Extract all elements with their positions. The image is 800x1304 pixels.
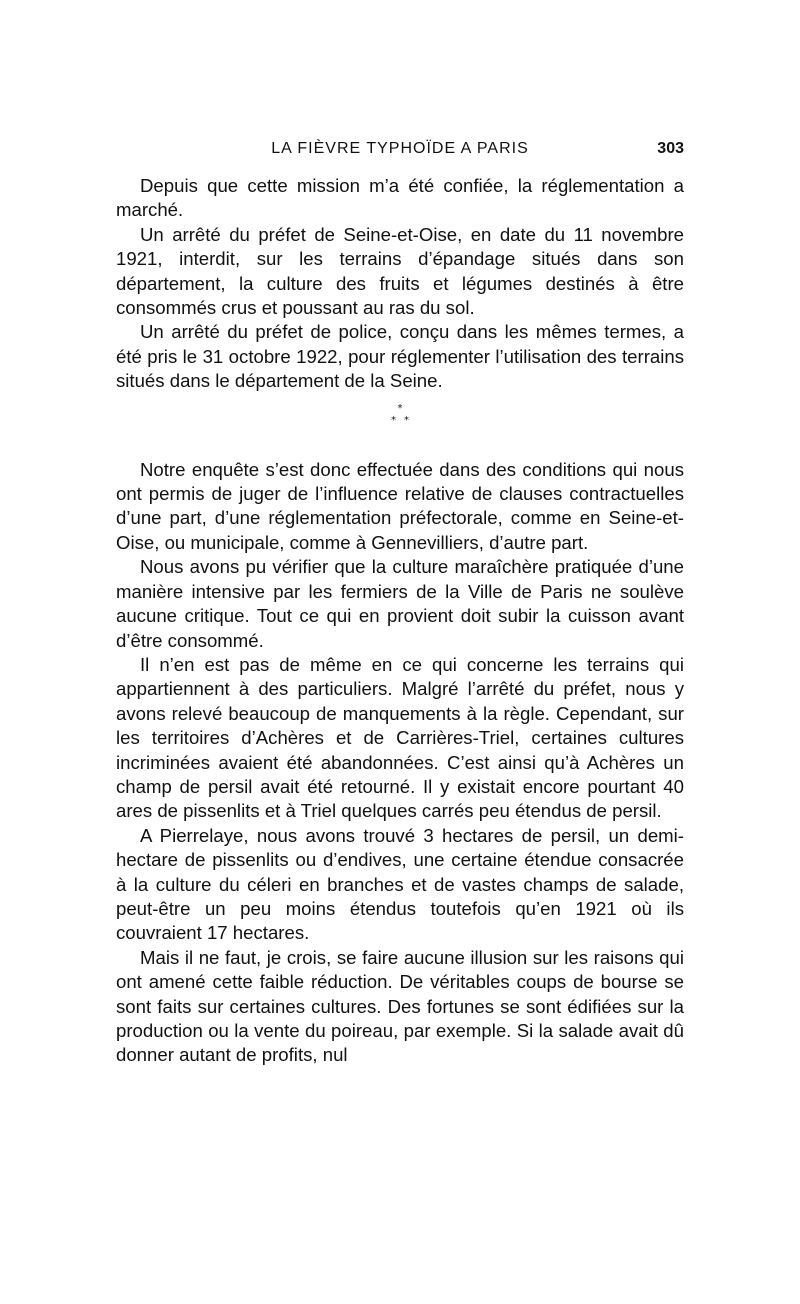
paragraph: Un arrêté du préfet de police, conçu dans les mêmes termes, a été pris le 31 octobre 1922, pour réglementer l’utilisation des terrains situés dans le département de la Seine. xyxy=(116,321,684,392)
paragraph: A Pierrelaye, nous avons trouvé 3 hectares de persil, un demi-hectare de pissenlits ou d’endives, une certaine étendue consacrée à la culture du céleri en branches et de vastes champs de salade, peut-être un peu moins étendus toutefois qu’en 1921 où ils couvraient 17 hectares. xyxy=(116,824,684,944)
asterism-bottom-stars: ** xyxy=(391,414,417,426)
paragraph: Mais il ne faut, je crois, se faire aucune illusion sur les raisons qui ont amené cette faible réduction. De véritables coups de bourse se sont faits sur certaines cultures. Des fortunes se sont édifiées sur la production ou la vente du poireau, par exemple. Si la salade avait dû donner autant de profits, nul xyxy=(116,946,684,1066)
running-head xyxy=(116,140,684,164)
paragraph: Il n’en est pas de même en ce qui concerne les terrains qui appartiennent à des particuliers. Malgré l’arrêté du préfet, nous y avons relevé beaucoup de manquements à la règle. Cependant, sur les territoires d’Achères et de Carrières-Triel, certaines cultures incriminées avaient été abandonnées. C’est ainsi qu’à Achères un champ de persil avait été retourné. Il y existait encore pourtant 40 ares de pissenlits et à Triel quelques carrés peu étendus de persil. xyxy=(116,653,684,822)
book-page xyxy=(116,140,684,1068)
page-number: 303 xyxy=(657,140,684,157)
paragraph: Depuis que cette mission m’a été confiée, la réglementation a marché. xyxy=(116,175,684,221)
body-text xyxy=(116,174,684,1068)
paragraph: Nous avons pu vérifier que la culture maraîchère pratiquée d’une manière intensive par les fermiers de la Ville de Paris ne soulève aucune critique. Tout ce qui en provient doit subir la cuisson avant d’être consommé. xyxy=(116,556,684,651)
running-title: LA FIÈVRE TYPHOÏDE A PARIS xyxy=(271,140,529,157)
section-break-asterism xyxy=(116,394,684,458)
paragraph: Notre enquête s’est donc effectuée dans des conditions qui nous ont permis de juger de l’influence relative de clauses contractuelles d’une part, d’une réglementation préfectorale, comme en Seine-et-Oise, ou municipale, comme à Gennevilliers, d’autre part. xyxy=(116,458,684,553)
asterism-top-star: * xyxy=(397,402,403,414)
paragraph: Un arrêté du préfet de Seine-et-Oise, en date du 11 novembre 1921, interdit, sur les terrains d’épandage situés dans son département, la culture des fruits et légumes destinés à être consommés crus et poussant au ras du sol. xyxy=(116,223,684,319)
